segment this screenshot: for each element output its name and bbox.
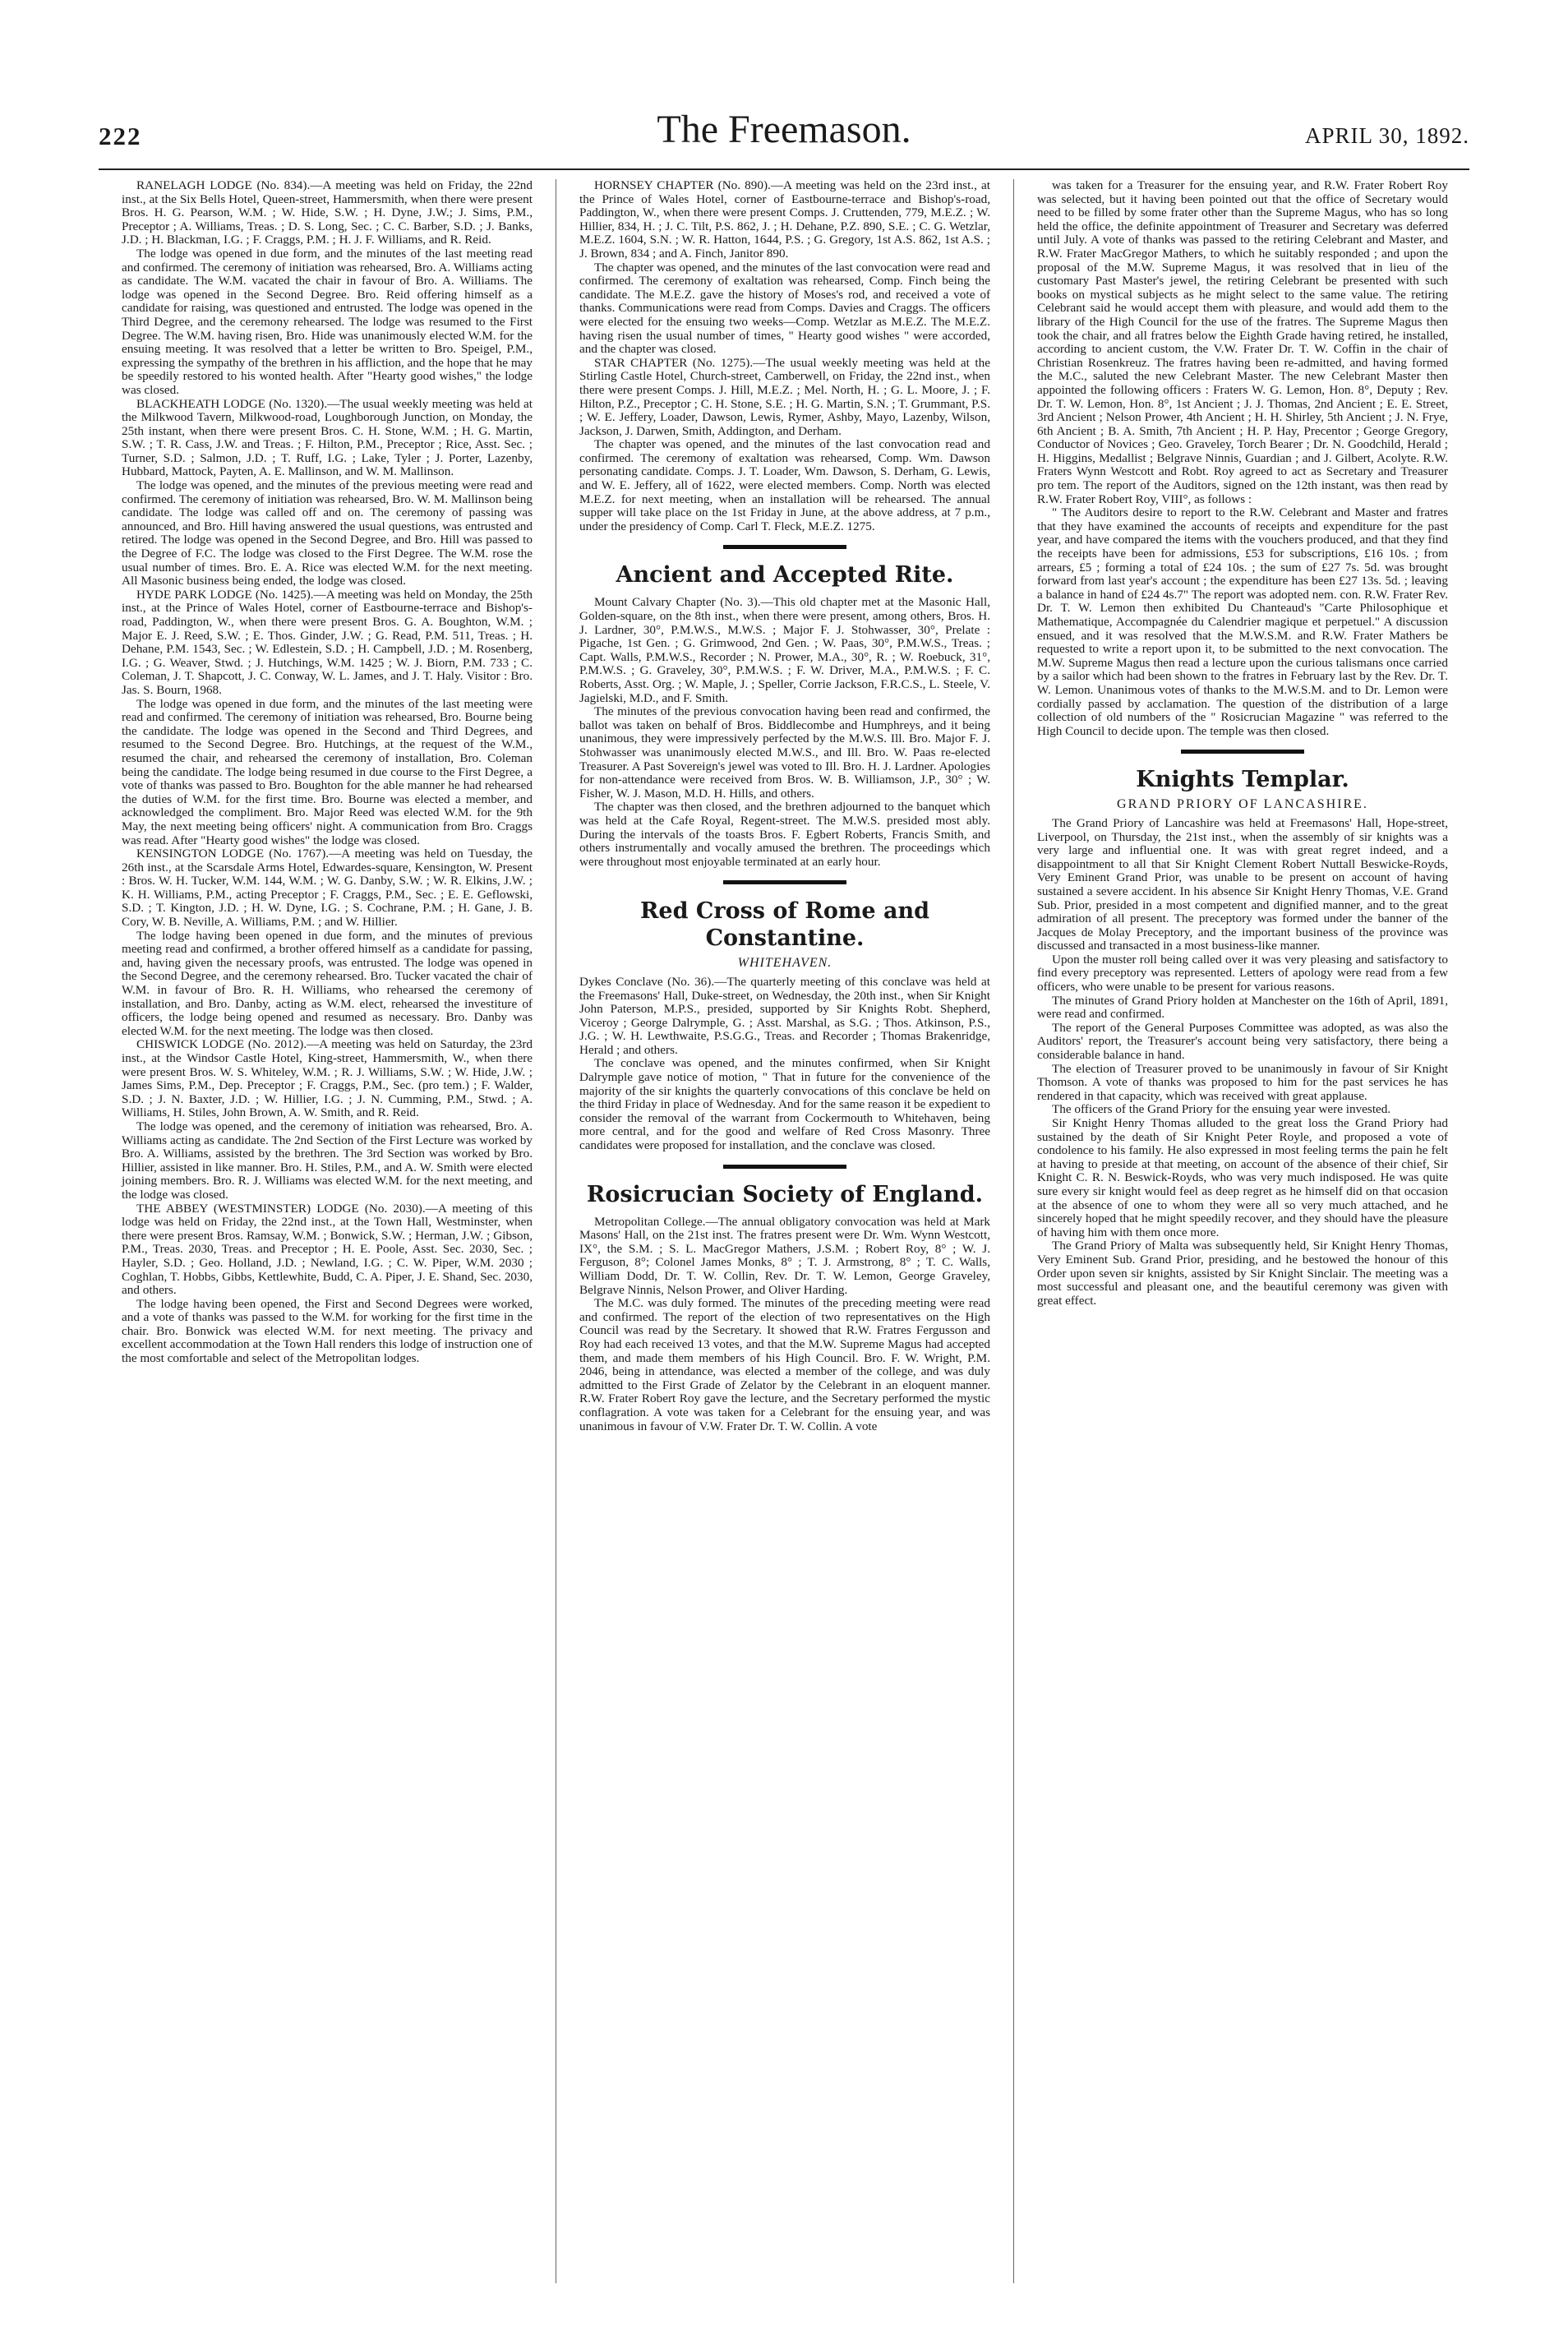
article-paragraph: The minutes of the previous convocation having been read and confirmed, the ballot was taken on behalf of Bros. Biddlecombe and Humphreys, and it being unanimous, they were impressively perfected by the M.W.S. Ill. Bro. Major F. J. Stohwasser was unanimously elected M.W.S., and Ill. Bro. W. Paas re-elected Treasurer. A Past Sovereign's jewel was voted to Ill. Bro. H. J. Lardner. Apologies for non-attendance were received from Bros. W. B. Williamson, J.P., 30° ; W. Fisher, W. J. Mason, M.D. H. Hills, and others. <box>579 704 990 801</box>
article-paragraph: The report of the General Purposes Committee was adopted, as was also the Auditors' report, the Treasurer's account being very satisfactory, there being a considerable balance in hand. <box>1037 1020 1448 1063</box>
article-paragraph: BLACKHEATH LODGE (No. 1320).—The usual weekly meeting was held at the Milkwood Tavern, Milkwood-road, Loughborough Junction, on Monday, the 25th instant, when there were present Bros. C. H. Stone, W.M. ; H. G. Martin, S.W. ; T. R. Cass, J.W. and Treas. ; F. Hilton, P.M., Preceptor ; Rice, Asst. Sec. ; Turner, S.D. ; Salmon, J.D. ; T. Ruff, I.G. ; Lake, Tyler ; J. Porter, Lazenby, Hubbard, Mattock, Payten, A. E. Mallinson, and W. M. Mallinson. <box>122 396 533 479</box>
column-2 <box>579 179 990 1433</box>
article-paragraph: CHISWICK LODGE (No. 2012).—A meeting was held on Saturday, the 23rd inst., at the Windsor Castle Hotel, King-street, Hammersmith, W., when there were present Bros. W. S. Whiteley, W.M. ; R. J. Williams, S.W. ; W. Hide, J.W. ; James Sims, P.M., Dep. Preceptor ; F. Craggs, P.M., Sec. (pro tem.) ; F. Walder, S.D. ; J. N. Baxter, J.D. ; W. Hillier, I.G. ; J. N. Cumming, P.M., Stwd. ; A. Williams, H. Stiles, John Brown, A. W. Smith, and R. Reid. <box>122 1037 533 1120</box>
section-subheading-grand-priory-of-lancashire: GRAND PRIORY OF LANCASHIRE. <box>1117 797 1368 812</box>
article-paragraph: Upon the muster roll being called over it was very pleasing and satisfactory to find every preceptory was represented. Letters of apology were read from a few officers, who were unable to be present for various reasons. <box>1037 952 1448 994</box>
article-paragraph: Sir Knight Henry Thomas alluded to the great loss the Grand Priory had sustained by the death of Sir Knight Peter Royle, and proposed a vote of condolence to his family. He also expressed in most feeling terms the pain he felt at having to preside at that meeting, on account of the absence of their chief, Sir Knight C. R. N. Beswick-Royds, who was very much indisposed. He was quite sure every sir knight would feel as deep regret as he himself did on that occasion at the absence of one to whom they were all so very much attached, and he sincerely hoped that he might speedily recover, and they should have the pleasure of having him with them once more. <box>1037 1116 1448 1239</box>
section-divider <box>1181 750 1304 754</box>
masthead <box>99 107 1469 164</box>
article-paragraph: The chapter was opened, and the minutes of the last convocation were read and confirmed. The ceremony of exaltation was rehearsed, Comp. Finch being the candidate. The M.E.Z. gave the history of Moses's rod, and received a vote of thanks. Communications were read from Comps. Davies and Craggs. The officers were elected for the ensuing two weeks—Comp. Wetzlar as M.E.Z. The M.E.Z. having risen the usual number of times, " Hearty good wishes " were accorded, and the chapter was closed. <box>579 260 990 357</box>
article-paragraph: STAR CHAPTER (No. 1275).—The usual weekly meeting was held at the Stirling Castle Hotel, Church-street, Camberwell, on Friday, the 22nd inst., when there were present Comps. J. Hill, M.E.Z. ; Mel. North, H. ; G. L. Moore, J. ; F. Hilton, P.Z., Preceptor ; C. H. Stone, S.E. ; H. G. Martin, S.N. ; T. Grummant, P.S. ; W. E. Jeffery, Loader, Dawson, Lewis, Rymer, Ashby, Mayo, Lazenby, Wilson, Jackson, J. Darwen, Smith, Addington, and Derham. <box>579 355 990 438</box>
article-paragraph: The conclave was opened, and the minutes confirmed, when Sir Knight Dalrymple gave notice of motion, " That in future for the convenience of the majority of the sir knights the quarterly convocations of this conclave be held on the third Friday in place of Wednesday. And for the same reason it be expedient to consider the removal of the warrant from Cockermouth to Whitehaven, being more central, and for the good and welfare of Red Cross Masonry. Three candidates were proposed for installation, and the conclave was closed. <box>579 1056 990 1153</box>
article-paragraph: The lodge was opened in due form, and the minutes of the last meeting read and confirmed. The ceremony of initiation was rehearsed, Bro. A. Williams acting as candidate. The W.M. vacated the chair in favour of Bro. A. Williams. The lodge was opened in the Second Degree. Bro. Reid offering himself as a candidate for raising, was questioned and entrusted. The lodge was opened in the Third Degree, and the ceremony rehearsed. The lodge was resumed to the First Degree. The W.M. having risen, Bro. Hide was unanimously elected W.M. for the ensuing meeting. It was resolved that a letter be written to Bro. Speigel, P.M., expressing the sympathy of the brethren in his affliction, and the hope that he may be speedily restored to his wonted health. After "Hearty good wishes," the lodge was closed. <box>122 246 533 397</box>
column-divider-2 <box>1013 179 1014 2283</box>
columns-container <box>99 179 1469 2283</box>
article-paragraph: The election of Treasurer proved to be unanimously in favour of Sir Knight Thomson. A vote of thanks was proposed to him for the past services he has rendered in that capacity, which was received with great applause. <box>1037 1061 1448 1103</box>
column-3 <box>1037 179 1448 1308</box>
article-paragraph: The lodge was opened in due form, and the minutes of the last meeting were read and confirmed. The ceremony of initiation was rehearsed, Bro. Bourne being the candidate. The lodge was opened in the Second and Third Degrees, and resumed to the Second Degree. Bro. Hutchings, at the request of the W.M., resumed the chair, and rehearsed the ceremony of installation, Bro. Coleman being the candidate. The lodge being resumed in due course to the First Degree, a vote of thanks was passed to Bro. Boughton for the able manner he had rehearsed the duties of W.M. for the first time. Bro. Bourne was elected a member, and acknowledged the compliment. Bro. Major Reed was elected W.M. for the 9th May, the next meeting being officers' night. A communication from Bro. Craggs was read. After "Hearty good wishes" the lodge was closed. <box>122 696 533 847</box>
article-paragraph: was taken for a Treasurer for the ensuing year, and R.W. Frater Robert Roy was selected, but it having been pointed out that the office of Secretary would need to be filled by some frater other than the Supreme Magus, who has so long held the office, the definite appointment of Treasurer and Secretary was deferred until July. A vote of thanks was passed to the retiring Celebrant and Master, and R.W. Frater MacGregor Mathers, to which he suitably responded ; and upon the proposal of the M.W. Supreme Magus, it was resolved that in lieu of the customary Past Master's jewel, the retiring Celebrant be presented with such books on mystical subjects as he might select to the same value. The retiring Celebrant said he would accept them with pleasure, and would add them to the library of the High Council for the use of the fratres. The Supreme Magus then took the chair, and all fratres below the Eighth Grade having retired, he installed, according to ancient custom, the V.W. Frater Dr. T. W. Coffin in the chair of Christian Rosenkreuz. The fratres having been re-admitted, and having formed the M.C., saluted the new Celebrant Master. The new Celebrant Master then appointed the following officers : Fraters W. G. Lemon, Hon. 8°, Deputy ; Rev. Dr. T. W. Lemon, Hon. 8°, 1st Ancient ; J. J. Thomas, 2nd Ancient ; E. E. Street, 3rd Ancient ; Nelson Prower, 4th Ancient ; H. H. Shirley, 5th Ancient ; J. N. Frye, 6th Ancient ; B. A. Smith, 7th Ancient ; H. P. Hay, Precentor ; George Gregory, Conductor of Novices ; Geo. Graveley, Torch Bearer ; Dr. N. Goodchild, Herald ; H. Higgins, Medallist ; Belgrave Ninnis, Guardian ; and J. Gilbert, Acolyte. R.W. Fraters Wynn Westcott and Robt. Roy agreed to act as Secretary and Treasurer pro tem. The report of the Auditors, signed on the 12th instant, was then read by R.W. Frater Robert Roy, VIII°, as follows : <box>1037 178 1448 506</box>
article-paragraph: The Grand Priory of Malta was subsequently held, Sir Knight Henry Thomas, Very Eminent Sub. Grand Prior, presiding, and he bestowed the honour of this Order upon seven sir knights, assisted by Sir Knight Sinclair. The meeting was a most successful and pleasant one, and the beautiful ceremony was given with great effect. <box>1037 1239 1448 1308</box>
issue-date: APRIL 30, 1892. <box>1304 123 1469 148</box>
section-subheading-whitehaven: WHITEHAVEN. <box>737 956 832 971</box>
section-heading-red-cross-of-rome-and-constantine: Red Cross of Rome and Constantine. <box>639 898 930 952</box>
article-paragraph: The lodge having been opened in due form, and the minutes of previous meeting read and confirmed, a brother offered himself as a candidate for passing, and, having given the necessary proofs, was entrusted. The lodge was opened in the Second Degree, and the ceremony rehearsed. Bro. Tucker vacated the chair of W.M. in favour of Bro. R. H. Williams, who rehearsed the ceremony of installation, and Bro. Danby, acting as W.M. elect, rehearsed the investiture of officers, the lodge being opened and resumed as necessary. Bro. Danby was elected W.M. for the next meeting. The lodge was then closed. <box>122 928 533 1038</box>
column-1 <box>122 179 533 1366</box>
article-paragraph: Metropolitan College.—The annual obligatory convocation was held at Mark Masons' Hall, on the 21st inst. The fratres present were Dr. Wm. Wynn Westcott, IX°, the S.M. ; S. L. MacGregor Mathers, J.S.M. ; Robert Roy, 8° ; W. J. Ferguson, 8°; Colonel James Monks, 8° ; T. J. Armstrong, 8° ; T. C. Walls, William Dodd, Dr. T. W. Collin, Rev. Dr. T. W. Lemon, George Graveley, Belgrave Ninnis, Nelson Prower, and Oliver Harding. <box>579 1214 990 1297</box>
section-heading-rosicrucian-society-of-england: Rosicrucian Society of England. <box>586 1181 984 1207</box>
article-paragraph: The lodge was opened, and the ceremony of initiation was rehearsed, Bro. A. Williams acting as candidate. The 2nd Section of the First Lecture was worked by Bro. A. Williams, assisted by the brethren. The 3rd Section was worked by Bro. Hillier, assisted in like manner. Bro. H. Stiles, P.M., and A. W. Smith were elected joining members. Bro. R. J. Williams was elected W.M. for the next meeting, and the lodge was closed. <box>122 1119 533 1202</box>
article-paragraph: The lodge was opened, and the minutes of the previous meeting were read and confirmed. The ceremony of initiation was rehearsed, Bro. W. M. Mallinson being candidate. The lodge was called off and on. The ceremony of passing was announced, and Bro. Hill having answered the usual questions, was entrusted and retired. The lodge was opened in the Second Degree, and Bro. Hill was passed to the Degree of F.C. The lodge was closed to the First Degree. The W.M. rose the usual number of times. Bro. E. A. Rice was elected W.M. for the next meeting. All Masonic business being ended, the lodge was closed. <box>122 478 533 588</box>
article-paragraph: RANELAGH LODGE (No. 834).—A meeting was held on Friday, the 22nd inst., at the Six Bells Hotel, Queen-street, Hammersmith, when there were present Bros. H. G. Pearson, W.M. ; W. Hide, S.W. ; H. Dyne, J.W.; J. Sims, P.M., Preceptor ; A. Williams, Treas. ; D. S. Long, Sec. ; C. C. Barber, S.D. ; J. Banks, J.D. ; H. Blackman, I.G. ; F. Craggs, P.M. ; H. J. F. Williams, and R. Reid. <box>122 178 533 247</box>
article-paragraph: HYDE PARK LODGE (No. 1425).—A meeting was held on Monday, the 25th inst., at the Prince of Wales Hotel, corner of Eastbourne-terrace and Bishop's-road, Paddington, W., when there were present Bros. G. A. Boughton, W.M. ; Major E. J. Reed, S.W. ; E. Thos. Ginder, J.W. ; G. Read, P.M. 511, Treas. ; H. Dehane, P.M. 1543, Sec. ; W. Edlestein, S.D. ; H. Campbell, J.D. ; M. Rosenberg, I.G. ; G. Weaver, Stwd. ; J. Hutchings, W.M. 1425 ; W. J. Biorn, P.M. 733 ; C. Coleman, J. T. Shapcott, J. C. Conway, W. L. James, and J. T. Haly. Visitor : Bro. Jas. S. Bourn, 1968. <box>122 587 533 697</box>
article-paragraph: " The Auditors desire to report to the R.W. Celebrant and Master and fratres that they have examined the accounts of receipts and expenditure for the past year, and have compared the items with the vouchers produced, and that they find the receipts have been for admissions, £53 for subscriptions, £16 10s. ; from arrears, £5 ; forming a total of £24 10s. ; the sum of £27 7s. 5d. was brought forward from last year's account ; the expenditure has been £27 13s. 5d. ; leaving a balance in hand of £24 4s.7" The report was adopted nem. con. R.W. Frater Rev. Dr. T. W. Lemon then exhibited Du Chanteaud's "Carte Philosophique et Mathematique, Accompagnée du Calendrier magique et perpetuel." A discussion ensued, and it was resolved that the M.W.S.M. and R.W. Frater Mathers be requested to write a report upon it, to be submitted to the next convocation. The M.W. Supreme Magus then read a lecture upon the curious talismans once carried by a sailor which had been shown to the fratres in February last by the Rev. Dr. T. W. Lemon. Unanimous votes of thanks to the M.W.S.M. and to Dr. Lemon were cordially passed by acclamation. The question of the distribution of a large collection of old numbers of the " Rosicrucian Magazine " was referred to the High Council to decide upon. The temple was then closed. <box>1037 505 1448 738</box>
article-paragraph: The chapter was opened, and the minutes of the last convocation read and confirmed. The ceremony of exaltation was rehearsed, Comp. Wm. Dawson personating candidate. Comps. J. T. Loader, Wm. Dawson, S. Derham, G. Lewis, and W. E. Jeffery, all of 1622, were elected members. Comp. North was elected M.E.Z. for next meeting, when an installation will be rehearsed. The annual supper will take place on the 1st Friday in June, at the above address, at 7 p.m., under the presidency of Comp. Carl T. Fleck, M.E.Z. 1275. <box>579 437 990 533</box>
article-paragraph: The M.C. was duly formed. The minutes of the preceding meeting were read and confirmed. The report of the election of two representatives on the High Council was read by the Secretary. It showed that R.W. Fratres Fergusson and Roy had each received 13 votes, and that the M.W. Supreme Magus had accepted them, and made them members of his High Council. Bro. F. W. Wright, P.M. 2046, being in attendance, was elected a member of the college, and was duly admitted to the First Grade of Zelator by the Celebrant in an eloquent manner. R.W. Frater Robert Roy gave the lecture, and the Secretary performed the mystic conflagration. A vote was taken for a Celebrant for the ensuing year, and was unanimous in favour of V.W. Frater Dr. T. W. Collin. A vote <box>579 1296 990 1433</box>
page-number-left: 222 <box>99 122 142 150</box>
masthead-rule <box>99 168 1469 170</box>
publication-title: The Freemason. <box>657 108 911 151</box>
article-paragraph: THE ABBEY (WESTMINSTER) LODGE (No. 2030).—A meeting of this lodge was held on Friday, the 22nd inst., at the Town Hall, Westminster, when there were present Bros. Ramsay, W.M. ; Bonwick, S.W. ; Herman, J.W. ; Gibson, P.M., Treas. 2030, Treas. and Preceptor ; H. E. Poole, Asst. Sec. 2030, Sec. ; Hayler, S.D. ; Geo. Holland, J.D. ; Newland, I.G. ; C. W. Piper, W.M. 2030 ; Coghlan, T. Hobbs, Gibbs, Kettlewhite, Budd, C. A. Piper, J. E. Shand, Sec. 2030, and others. <box>122 1201 533 1298</box>
article-paragraph: Dykes Conclave (No. 36).—The quarterly meeting of this conclave was held at the Freemasons' Hall, Duke-street, on Wednesday, the 20th inst., when Sir Knight John Paterson, M.P.S., presided, supported by Sir Knights Robt. Shepherd, Viceroy ; George Dalrymple, G. ; Asst. Marshal, as S.G. ; Thos. Atkinson, P.S., J.G. ; W. H. Lewthwaite, P.S.G.G., Treas. and Recorder ; Thomas Brakenridge, Herald ; and others. <box>579 974 990 1057</box>
section-divider <box>723 880 846 884</box>
article-paragraph: The minutes of Grand Priory holden at Manchester on the 16th of April, 1891, were read and confirmed. <box>1037 993 1448 1022</box>
section-heading-knights-templar: Knights Templar. <box>1136 767 1349 793</box>
article-paragraph: The officers of the Grand Priory for the ensuing year were invested. <box>1052 1102 1391 1117</box>
article-paragraph: The Grand Priory of Lancashire was held at Freemasons' Hall, Hope-street, Liverpool, on Thursday, the 21st inst., when the assembly of sir knights was a very large and influential one. It was with great regret indeed, and a disappointment to all that Sir Knight Clement Robert Nuttall Beswicke-Royds, Very Eminent Grand Prior, was unable to be present on account of having sustained a severe accident. In his absence Sir Knight Henry Thomas, V.E. Grand Sub. Prior, presided in a most competent and dignified manner, and to the great admiration of all present. The preceptory was formed under the banner of the Jacques de Molay Preceptory, and the important business of the province was discussed and transacted in a most business-like manner. <box>1037 815 1448 953</box>
article-paragraph: The lodge having been opened, the First and Second Degrees were worked, and a vote of thanks was passed to the W.M. for working for the first time in the chair. Bro. Bonwick was elected W.M. for next meeting. The privacy and excellent accommodation at the Town Hall renders this lodge of instruction one of the most comfortable and select of the Metropolitan lodges. <box>122 1296 533 1366</box>
article-paragraph: The chapter was then closed, and the brethren adjourned to the banquet which was held at the Cafe Royal, Regent-street. The M.W.S. presided most ably. During the intervals of the toasts Bros. F. Egbert Roberts, Francis Smith, and others instrumentally and vocally amused the brethren. The proceedings which were throughout most enjoyable terminated at an early hour. <box>579 800 990 869</box>
article-paragraph: KENSINGTON LODGE (No. 1767).—A meeting was held on Tuesday, the 26th inst., at the Scarsdale Arms Hotel, Edwardes-square, Kensington, W. Present : Bros. W. H. Tucker, W.M. 144, W.M. ; W. G. Danby, S.W. ; W. R. Elkins, J.W. ; K. H. Williams, P.M., acting Preceptor ; F. Craggs, P.M., Sec. ; E. E. Geflowski, S.D. ; T. Kington, J.D. ; H. W. Dyne, I.G. ; S. Cochrane, P.M. ; H. Gane, J. B. Cory, W. B. Neville, A. Williams, P.M. ; and W. Hillier. <box>122 847 533 930</box>
section-divider <box>723 545 846 549</box>
article-paragraph: HORNSEY CHAPTER (No. 890).—A meeting was held on the 23rd inst., at the Prince of Wales Hotel, corner of Eastbourne-terrace and Bishop's-road, Paddington, W., when there were present Comps. J. Cruttenden, 779, M.E.Z. ; W. Hillier, 834, H. ; J. C. Tilt, P.S. 862, J. ; H. Dehane, P.Z. 890, S.E. ; C. G. Wetzlar, M.E.Z. 1604, S.N. ; W. R. Hatton, 1644, P.S. ; G. Gregory, 1st A.S. 862, 1st A.S. ; J. Brown, 834 ; and A. Finch, Janitor 890. <box>579 178 990 261</box>
article-paragraph: Mount Calvary Chapter (No. 3).—This old chapter met at the Masonic Hall, Golden-square, on the 8th inst., when there were present, among others, Bros. H. J. Lardner, 30°, P.M.W.S., M.W.S. ; Major F. J. Stohwasser, 30°, Prelate : Pigache, 1st Gen. ; G. Grimwood, 2nd Gen. ; W. Paas, 30°, P.M.W.S., Treas. ; Capt. Walls, P.M.W.S., Recorder ; N. Prower, M.A., 30°, R. ; W. Roebuck, 31°, P.M.W.S. ; G. Graveley, 30°, P.M.W.S. ; F. W. Driver, M.A., P.M.W.S. ; F. C. Roberts, Asst. Org. ; W. Maple, J. ; Speller, Corrie Jackson, F.R.C.S., L. Steele, V. Jagielski, M.D., and F. Smith. <box>579 595 990 705</box>
section-divider <box>723 1165 846 1169</box>
section-heading-ancient-accepted-rite: Ancient and Accepted Rite. <box>616 562 954 588</box>
